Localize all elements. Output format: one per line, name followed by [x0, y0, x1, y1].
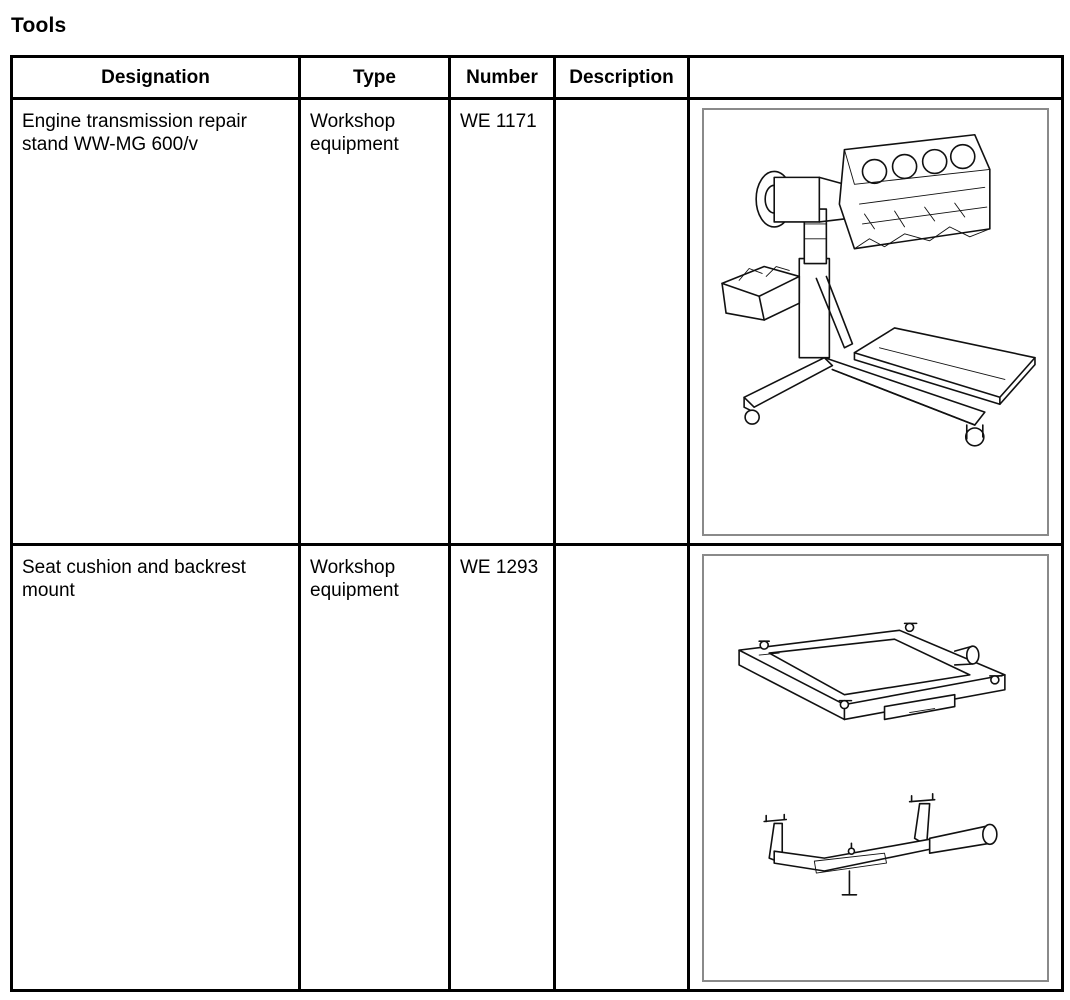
cell-number: WE 1171: [450, 99, 555, 545]
table-row: [12, 545, 1063, 991]
cell-type: Workshop equipment: [300, 545, 450, 991]
cell-description: [555, 99, 689, 545]
table-row: [12, 99, 1063, 545]
cell-number: WE 1293: [450, 545, 555, 991]
cell-image: [689, 99, 1063, 545]
header-designation: Designation: [12, 57, 300, 99]
header-image: [689, 57, 1063, 99]
cell-designation: Engine transmission repair stand WW-MG 600/v: [12, 99, 300, 545]
cell-designation: Seat cushion and backrest mount: [12, 545, 300, 991]
header-number: Number: [450, 57, 555, 99]
tools-table: [10, 55, 1064, 992]
cell-description: [555, 545, 689, 991]
cell-image: [689, 545, 1063, 991]
header-type: Type: [300, 57, 450, 99]
header-description: Description: [555, 57, 689, 99]
engine-repair-stand-illustration: [702, 108, 1049, 536]
page-title: Tools: [11, 14, 67, 37]
table-header-row: [12, 57, 1063, 99]
cell-type: Workshop equipment: [300, 99, 450, 545]
seat-mount-illustration: [702, 554, 1049, 982]
